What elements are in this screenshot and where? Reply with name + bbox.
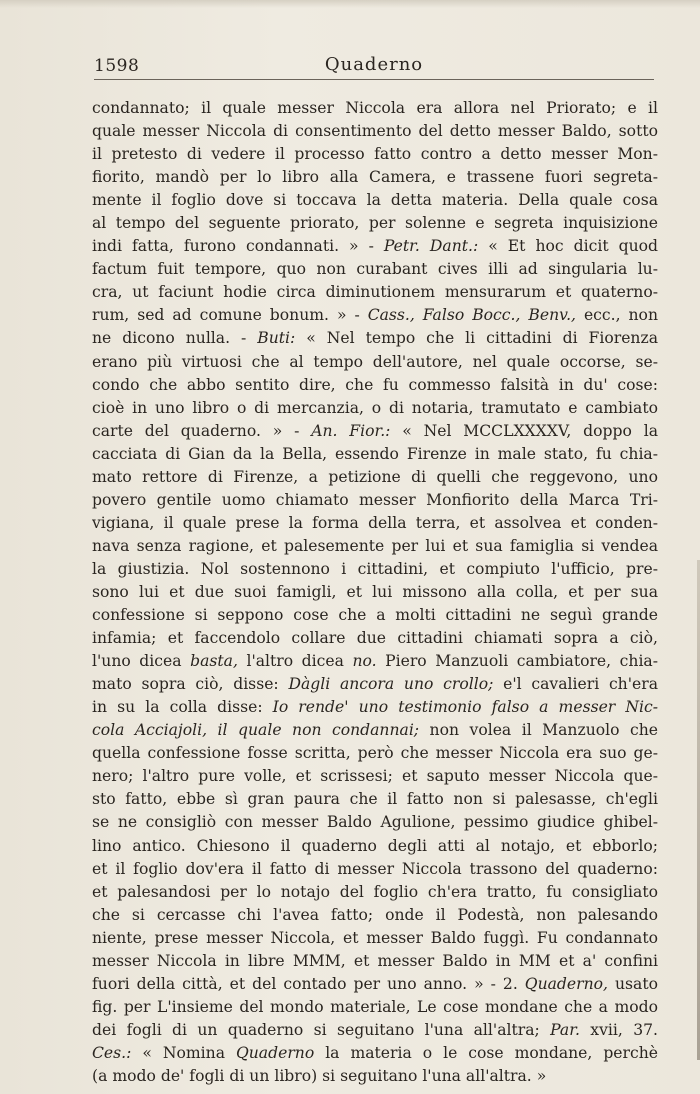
text-line <box>92 281 658 304</box>
text-line <box>92 304 658 327</box>
text-line <box>92 811 658 834</box>
text-run: rum, sed ad comune bonum. » - <box>92 306 368 325</box>
text-line <box>92 327 658 350</box>
text-run: quale messer Niccola di consentimento del detto messer Baldo, sotto <box>92 122 658 141</box>
text-run: nero; l'altro pure volle, et scrissesi; et saputo messer Niccola que- <box>92 767 658 786</box>
text-line <box>92 443 658 466</box>
text-line <box>92 1065 658 1088</box>
italic-run: basta, <box>190 652 238 671</box>
page-header <box>94 48 654 80</box>
text-run: cra, ut faciunt hodie circa diminutionem mensurarum et quaterno- <box>92 283 658 302</box>
text-line <box>92 904 658 927</box>
text-run: quella confessione fosse scritta, però che messer Niccola era suo ge- <box>92 744 658 763</box>
text-line <box>92 166 658 189</box>
text-run: mente il foglio dove si toccava la detta materia. Della quale cosa <box>92 191 658 210</box>
text-line <box>92 489 658 512</box>
text-line <box>92 650 658 673</box>
text-run: « Et hoc dicit quod <box>478 237 658 256</box>
text-run: sto fatto, ebbe sì gran paura che il fatto non si palesasse, ch'egli <box>92 790 658 809</box>
text-line <box>92 466 658 489</box>
text-run: la materia o le cose mondane, perchè <box>314 1043 658 1062</box>
italic-run: An. Fior.: <box>311 421 391 440</box>
text-run: et il foglio dov'era il fatto di messer Niccola trassono del quaderno: <box>92 859 658 878</box>
header-rule <box>94 79 654 80</box>
text-line <box>92 97 658 120</box>
text-line <box>92 858 658 881</box>
text-line <box>92 788 658 811</box>
text-run: dei fogli di un quaderno si seguitano l'una all'altra; <box>92 1020 551 1039</box>
text-line <box>92 765 658 788</box>
text-run: usato <box>607 974 658 993</box>
text-run: mato sopra ciò, disse: <box>92 675 289 694</box>
text-run: « Nomina <box>131 1043 236 1062</box>
text-run: carte del quaderno. » - <box>92 421 312 440</box>
text-line <box>92 120 658 143</box>
text-run: al tempo del seguente priorato, per solenne e segreta inquisizione <box>92 214 658 233</box>
text-line <box>92 581 658 604</box>
text-line <box>92 835 658 858</box>
text-run: messer Niccola in libre MMM, et messer Baldo in MM et a' confini <box>92 951 658 970</box>
text-run: condannato; il quale messer Niccola era allora nel Priorato; e il <box>92 99 658 117</box>
text-line <box>92 189 658 212</box>
text-line <box>92 535 658 558</box>
italic-run: Par. <box>550 1020 580 1039</box>
text-line <box>92 420 658 443</box>
italic-run: Io rende' uno testimonio falso a messer Nic- <box>272 698 658 717</box>
text-run: ne dicono nulla. - <box>92 329 258 348</box>
text-line <box>92 397 658 420</box>
text-run: che si cercasse chi l'avea fatto; onde il Podestà, non palesando <box>92 905 658 924</box>
text-run: la giustizia. Nol sostennono i cittadini, et compiuto l'ufficio, pre- <box>92 559 658 578</box>
italic-run: Petr. Dant.: <box>383 237 479 256</box>
text-line <box>92 950 658 973</box>
text-line <box>92 235 658 258</box>
text-run: et palesandosi per lo notajo del foglio ch'era tratto, fu consigliato <box>92 882 658 901</box>
text-line <box>92 881 658 904</box>
italic-run: Dàgli ancora uno crollo; <box>288 675 494 694</box>
italic-run: cola Acciajoli, il quale non condannai; <box>92 721 420 740</box>
text-line <box>92 212 658 235</box>
text-run: Piero Manzuoli cambiatore, chia- <box>376 652 658 671</box>
text-line <box>92 996 658 1019</box>
text-run: non volea il Manzuolo che <box>419 721 658 740</box>
text-run: fuori della città, et del contado per uno anno. » - 2. <box>92 974 525 993</box>
text-run: infamia; et faccendolo collare due cittadini chiamati sopra a ciò, <box>92 629 658 648</box>
text-line <box>92 1042 658 1065</box>
page-top-shadow <box>0 0 700 8</box>
text-line <box>92 927 658 950</box>
running-title: Quaderno <box>324 54 424 75</box>
italic-run: no. <box>352 652 377 671</box>
text-line <box>92 696 658 719</box>
text-line <box>92 719 658 742</box>
text-line <box>92 374 658 397</box>
text-run: l'altro dicea <box>237 652 353 671</box>
text-run: erano più virtuosi che al tempo dell'autore, nel quale occorse, se- <box>92 352 658 371</box>
text-run: ecc., non <box>575 306 658 325</box>
text-line <box>92 558 658 581</box>
text-run: se ne consigliò con messer Baldo Agulione, pessimo giudice ghibel- <box>92 813 658 832</box>
text-run: « Nel tempo che li cittadini di Fiorenza <box>295 329 658 348</box>
text-line <box>92 973 658 996</box>
text-run: povero gentile uomo chiamato messer Monfiorito della Marca Tri- <box>92 490 658 509</box>
text-run: in su la colla disse: <box>92 698 273 717</box>
text-run: condo che abbo sentito dire, che fu commesso falsità in du' cose: <box>92 375 658 394</box>
text-run: cacciata di Gian da la Bella, essendo Firenze in male stato, fu chia- <box>92 444 658 463</box>
italic-run: Ces.: <box>92 1043 132 1062</box>
text-line <box>92 1019 658 1042</box>
text-run: fiorito, mandò per lo libro alla Camera, e trassene fuori segreta- <box>92 168 658 187</box>
page-number: 1598 <box>94 56 140 76</box>
text-line <box>92 627 658 650</box>
text-run: l'uno dicea <box>92 652 191 671</box>
text-run: xvii, 37. <box>579 1020 658 1039</box>
text-run: confessione si seppono cose che a molti cittadini ne seguì grande <box>92 606 658 625</box>
text-line <box>92 143 658 166</box>
text-run: vigiana, il quale prese la forma della terra, et assolvea et conden- <box>92 513 658 532</box>
text-run: niente, prese messer Niccola, et messer Baldo fuggì. Fu condannato <box>92 928 658 947</box>
italic-run: Cass., Falso Bocc., Benv., <box>367 306 576 325</box>
text-line <box>92 673 658 696</box>
text-line <box>92 742 658 765</box>
body-text <box>92 97 658 1088</box>
text-run: (a modo de' fogli di un libro) si seguitano l'una all'altra. » <box>92 1066 547 1085</box>
text-line <box>92 604 658 627</box>
text-run: e'l cavalieri ch'era <box>493 675 658 694</box>
italic-run: Buti: <box>257 329 296 348</box>
text-line <box>92 351 658 374</box>
text-line <box>92 512 658 535</box>
text-run: lino antico. Chiesono il quaderno degli atti al notajo, et ebborlo; <box>92 836 658 855</box>
italic-run: Quaderno, <box>524 974 608 993</box>
text-run: factum fuit tempore, quo non curabant cives illi ad singularia lu- <box>92 260 658 279</box>
text-run: sono lui et due suoi famigli, et lui missono alla colla, et per sua <box>92 582 658 601</box>
text-run: « Nel MCCLXXXXV, doppo la <box>390 421 658 440</box>
text-run: mato rettore di Firenze, a petizione di quelli che reggevono, uno <box>92 467 658 486</box>
text-run: nava senza ragione, et palesemente per lui et sua famiglia si vendea <box>92 536 658 555</box>
italic-run: Quaderno <box>235 1043 315 1062</box>
text-run: cioè in uno libro o di mercanzia, o di notaria, tramutato e cambiato <box>92 398 658 417</box>
text-run: fig. per L'insieme del mondo materiale, Le cose mondane che a modo <box>92 997 658 1016</box>
text-run: il pretesto di vedere il processo fatto contro a detto messer Mon- <box>92 145 658 164</box>
text-line <box>92 258 658 281</box>
text-run: indi fatta, furono condannati. » - <box>92 237 384 256</box>
